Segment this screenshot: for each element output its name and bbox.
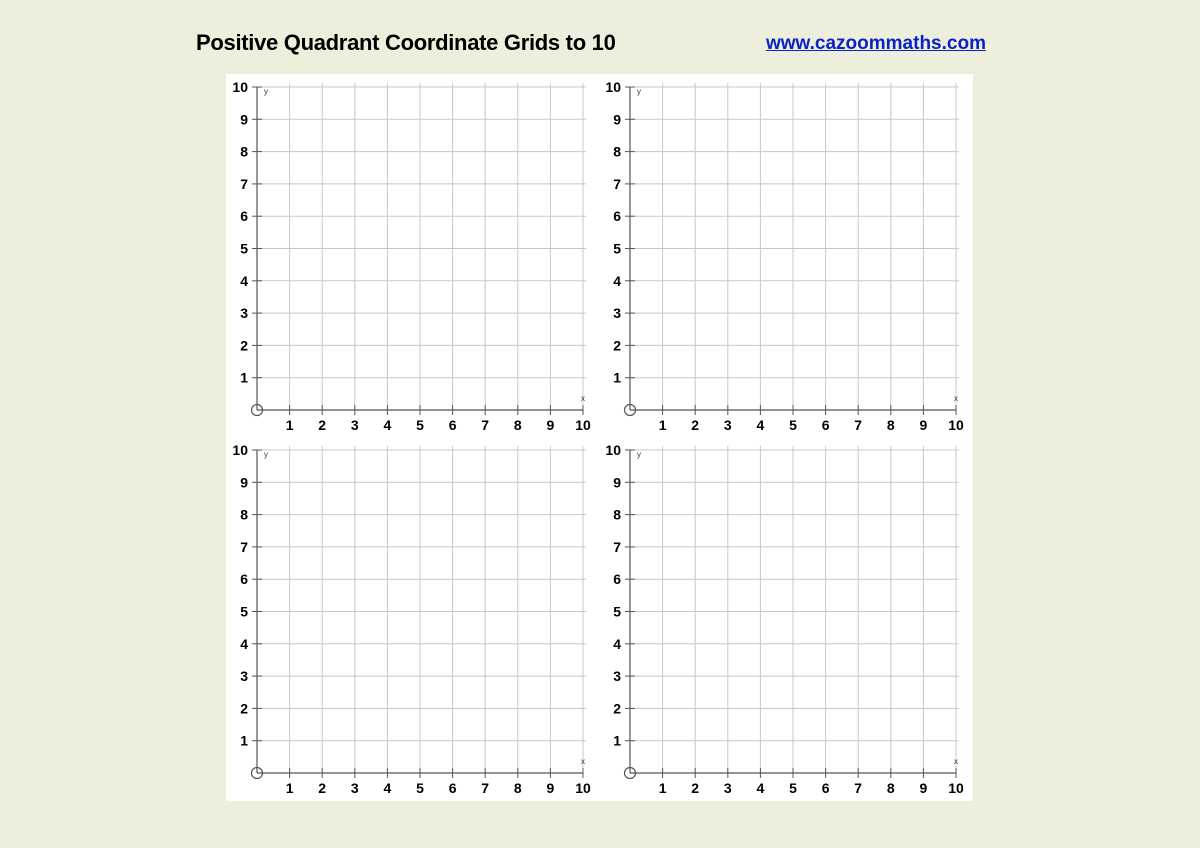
website-link[interactable]: www.cazoommaths.com bbox=[766, 33, 986, 54]
x-tick-label: 6 bbox=[448, 417, 457, 433]
y-tick-label: 2 bbox=[240, 700, 248, 717]
y-tick-label: 2 bbox=[613, 337, 621, 354]
y-tick-label: 5 bbox=[613, 603, 621, 620]
y-tick-label: 8 bbox=[613, 143, 621, 160]
x-tick-label: 7 bbox=[854, 417, 863, 433]
x-tick-label: 9 bbox=[919, 780, 928, 796]
x-axis-label: x bbox=[954, 757, 958, 766]
y-tick-label: 1 bbox=[613, 732, 621, 749]
x-tick-label: 7 bbox=[481, 780, 490, 796]
y-tick-label: 10 bbox=[605, 79, 621, 95]
x-tick-label: 4 bbox=[756, 417, 765, 433]
x-tick-label: 7 bbox=[481, 417, 490, 433]
y-tick-label: 3 bbox=[240, 668, 248, 685]
y-tick-label: 1 bbox=[613, 369, 621, 386]
x-axis-label: x bbox=[581, 757, 585, 766]
x-axis-label: x bbox=[954, 394, 958, 403]
y-axis-label: y bbox=[264, 87, 268, 96]
x-tick-label: 2 bbox=[691, 417, 700, 433]
y-tick-label: 10 bbox=[605, 442, 621, 458]
y-tick-label: 7 bbox=[240, 538, 248, 555]
y-tick-label: 1 bbox=[240, 732, 248, 749]
x-tick-label: 7 bbox=[854, 780, 863, 796]
y-axis-label: y bbox=[264, 450, 268, 459]
y-tick-label: 4 bbox=[240, 635, 248, 652]
y-tick-label: 5 bbox=[240, 603, 248, 620]
y-tick-label: 9 bbox=[613, 111, 621, 128]
x-tick-label: 1 bbox=[285, 780, 294, 796]
y-tick-label: 9 bbox=[240, 111, 248, 128]
y-tick-label: 5 bbox=[613, 240, 621, 257]
x-tick-label: 9 bbox=[546, 417, 555, 433]
y-tick-label: 7 bbox=[240, 175, 248, 192]
x-axis-label: x bbox=[581, 394, 585, 403]
y-tick-label: 2 bbox=[613, 700, 621, 717]
grid-4 bbox=[605, 442, 964, 796]
y-tick-label: 3 bbox=[613, 668, 621, 685]
x-tick-label: 6 bbox=[448, 780, 457, 796]
y-tick-label: 9 bbox=[240, 474, 248, 491]
y-tick-label: 1 bbox=[240, 369, 248, 386]
y-tick-label: 9 bbox=[613, 474, 621, 491]
x-tick-label: 3 bbox=[723, 780, 732, 796]
x-tick-label: 1 bbox=[285, 417, 294, 433]
y-tick-label: 8 bbox=[613, 506, 621, 523]
x-tick-label: 10 bbox=[575, 780, 591, 796]
x-tick-label: 6 bbox=[821, 417, 830, 433]
y-tick-label: 2 bbox=[240, 337, 248, 354]
y-tick-label: 4 bbox=[613, 272, 621, 289]
x-tick-label: 5 bbox=[789, 417, 797, 433]
y-tick-label: 8 bbox=[240, 506, 248, 523]
y-axis-label: y bbox=[637, 87, 641, 96]
x-tick-label: 10 bbox=[948, 780, 964, 796]
y-tick-label: 3 bbox=[240, 305, 248, 322]
y-axis-label: y bbox=[637, 450, 641, 459]
x-tick-label: 5 bbox=[789, 780, 797, 796]
x-tick-label: 2 bbox=[318, 417, 327, 433]
y-tick-label: 4 bbox=[240, 272, 248, 289]
y-tick-label: 7 bbox=[613, 175, 621, 192]
x-tick-label: 5 bbox=[416, 780, 424, 796]
y-tick-label: 7 bbox=[613, 538, 621, 555]
x-tick-label: 8 bbox=[886, 417, 895, 433]
x-tick-label: 4 bbox=[756, 780, 765, 796]
x-tick-label: 9 bbox=[919, 417, 928, 433]
y-tick-label: 10 bbox=[232, 79, 248, 95]
x-tick-label: 3 bbox=[350, 780, 359, 796]
x-tick-label: 4 bbox=[383, 780, 392, 796]
x-tick-label: 8 bbox=[513, 417, 522, 433]
x-tick-label: 5 bbox=[416, 417, 424, 433]
y-tick-label: 5 bbox=[240, 240, 248, 257]
x-tick-label: 10 bbox=[575, 417, 591, 433]
y-tick-label: 6 bbox=[240, 208, 248, 225]
grid-1 bbox=[232, 79, 591, 433]
y-tick-label: 6 bbox=[613, 571, 621, 588]
x-tick-label: 9 bbox=[546, 780, 555, 796]
x-tick-label: 8 bbox=[513, 780, 522, 796]
x-tick-label: 3 bbox=[350, 417, 359, 433]
x-tick-label: 2 bbox=[318, 780, 327, 796]
x-tick-label: 10 bbox=[948, 417, 964, 433]
x-tick-label: 4 bbox=[383, 417, 392, 433]
grid-2 bbox=[605, 79, 964, 433]
x-tick-label: 8 bbox=[886, 780, 895, 796]
y-tick-label: 6 bbox=[613, 208, 621, 225]
y-tick-label: 3 bbox=[613, 305, 621, 322]
page-title: Positive Quadrant Coordinate Grids to 10 bbox=[196, 30, 616, 55]
x-tick-label: 3 bbox=[723, 417, 732, 433]
x-tick-label: 1 bbox=[658, 780, 667, 796]
y-tick-label: 6 bbox=[240, 571, 248, 588]
y-tick-label: 4 bbox=[613, 635, 621, 652]
y-tick-label: 10 bbox=[232, 442, 248, 458]
x-tick-label: 2 bbox=[691, 780, 700, 796]
y-tick-label: 8 bbox=[240, 143, 248, 160]
grid-3 bbox=[232, 442, 591, 796]
x-tick-label: 6 bbox=[821, 780, 830, 796]
x-tick-label: 1 bbox=[658, 417, 667, 433]
